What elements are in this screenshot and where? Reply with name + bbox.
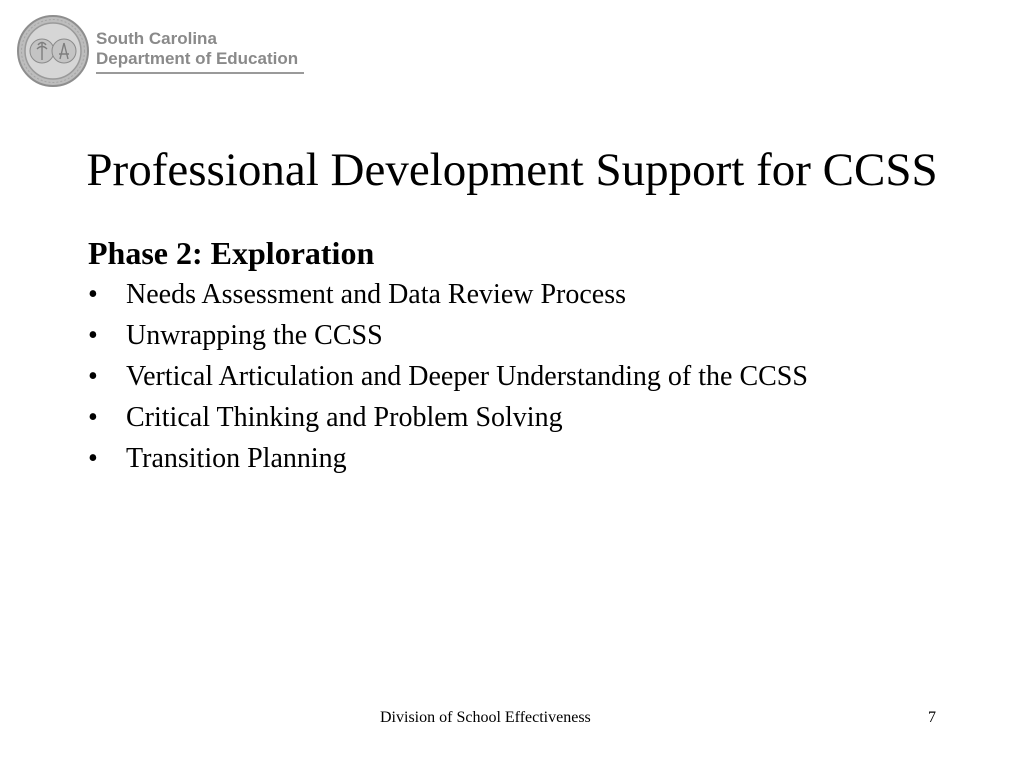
logo-line-state: South Carolina (96, 28, 217, 48)
bullet-marker: • (88, 361, 98, 392)
bullet-list (88, 274, 908, 479)
bullet-marker: • (88, 279, 98, 310)
phase-heading: Phase 2: Exploration (88, 235, 375, 271)
slide-content (88, 232, 908, 479)
bullet-item (88, 397, 908, 438)
bullet-marker: • (88, 402, 98, 433)
bullet-item (88, 274, 908, 315)
bullet-text: Critical Thinking and Problem Solving (126, 402, 563, 433)
bullet-marker: • (88, 443, 98, 474)
bullet-text: Unwrapping the CCSS (126, 320, 383, 351)
bullet-text: Vertical Articulation and Deeper Understanding of the CCSS (126, 361, 808, 392)
slide-title: Professional Development Support for CCSS (86, 144, 938, 196)
bullet-item (88, 315, 908, 356)
logo-underline (96, 72, 304, 74)
footer-division: Division of School Effectiveness (380, 709, 591, 726)
state-seal-icon (16, 14, 90, 88)
sc-department-logo (16, 14, 304, 88)
bullet-text: Transition Planning (126, 443, 347, 474)
bullet-item (88, 438, 908, 479)
bullet-text: Needs Assessment and Data Review Process (126, 279, 627, 310)
page-number: 7 (928, 709, 936, 726)
bullet-item (88, 356, 908, 397)
logo-line-department: Department of Education (96, 48, 299, 68)
bullet-marker: • (88, 320, 98, 351)
